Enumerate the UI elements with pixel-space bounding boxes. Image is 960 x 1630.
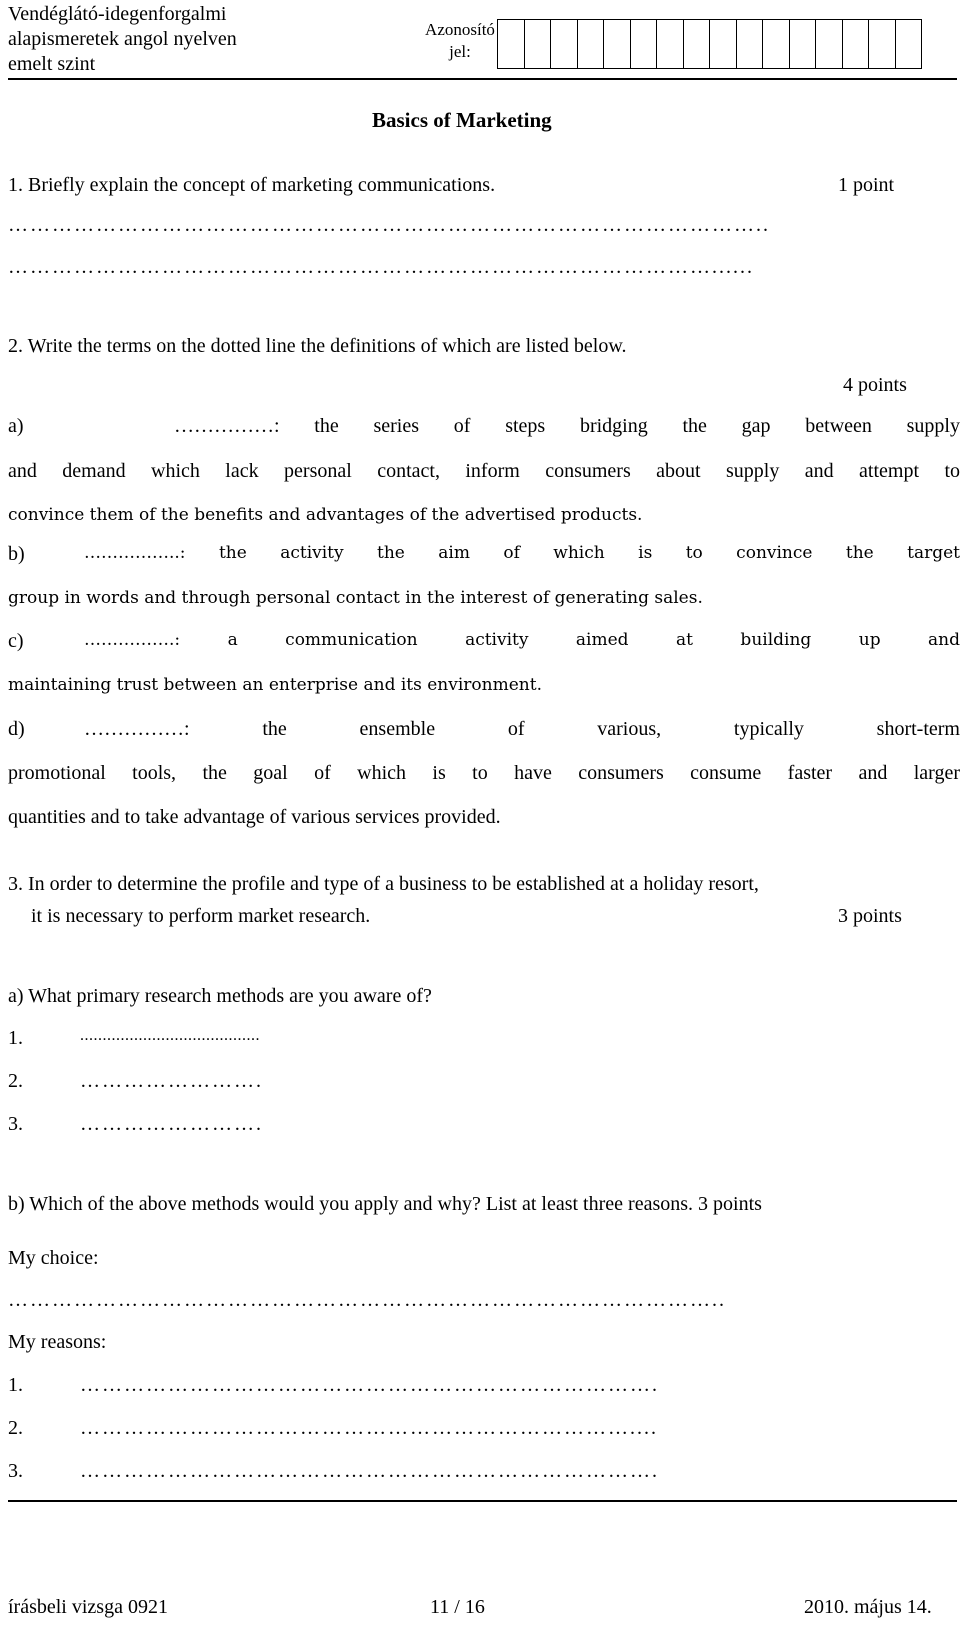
footer-date: 2010. május 14. <box>804 1596 932 1618</box>
q2-item-c-label: c) <box>8 630 24 652</box>
id-box-14[interactable] <box>842 19 870 69</box>
q2-text: 2. Write the terms on the dotted line the definitions of which are listed below. <box>8 335 627 357</box>
section-title: Basics of Marketing <box>372 108 552 132</box>
q2-item-b-label: b) <box>8 543 25 565</box>
subject-line-2: alapismeretek angol nyelven <box>8 28 237 50</box>
q1-text: 1. Briefly explain the concept of marketing communications. <box>8 174 496 196</box>
id-box-6[interactable] <box>630 19 658 69</box>
reason-3-num: 3. <box>8 1460 23 1482</box>
q2-item-d-line-2: promotional tools, the goal of which is to have consumers consume faster and larger <box>8 762 960 784</box>
subject-title <box>8 2 237 77</box>
id-box-15[interactable] <box>868 19 896 69</box>
id-box-1[interactable] <box>497 19 525 69</box>
q2-points: 4 points <box>843 374 907 396</box>
reason-1-num: 1. <box>8 1374 23 1396</box>
id-label-line-2: jel: <box>449 42 471 61</box>
header-rule <box>8 78 957 80</box>
id-box-7[interactable] <box>656 19 684 69</box>
id-box-10[interactable] <box>736 19 764 69</box>
footer-exam-code: írásbeli vizsga 0921 <box>8 1596 168 1618</box>
q2-item-d-line-1[interactable]: ……………: the ensemble of various, typically short-term <box>84 718 960 740</box>
id-box-3[interactable] <box>550 19 578 69</box>
q3a-answer-3-num: 3. <box>8 1113 23 1135</box>
id-box-4[interactable] <box>577 19 605 69</box>
id-box-11[interactable] <box>762 19 790 69</box>
q3a-answer-2-num: 2. <box>8 1070 23 1092</box>
id-label-line-1: Azonosító <box>425 20 495 39</box>
id-box-8[interactable] <box>683 19 711 69</box>
q3a-answer-1-num: 1. <box>8 1027 23 1049</box>
id-box-2[interactable] <box>524 19 552 69</box>
footer-page-number: 11 / 16 <box>430 1596 485 1618</box>
id-box-13[interactable] <box>815 19 843 69</box>
id-box-row <box>498 19 922 69</box>
q3a-question: a) What primary research methods are you aware of? <box>8 985 432 1007</box>
q2-item-d-label: d) <box>8 718 25 740</box>
q2-item-b-line-1[interactable]: ……………..: the activity the aim of which is to convince the target <box>84 543 960 563</box>
q2-item-c-line-1[interactable]: …………….: a communication activity aimed at building up and <box>84 630 960 650</box>
id-label <box>425 19 495 63</box>
q3-text-line-1: 3. In order to determine the profile and type of a business to be established at a holiday resort, <box>8 873 759 895</box>
q1-answer-line-2[interactable]: ……………………………………………………………………………………...... <box>8 256 754 278</box>
q2-item-d-line-3: quantities and to take advantage of various services provided. <box>8 806 501 828</box>
my-reasons-label: My reasons: <box>8 1331 107 1353</box>
q2-item-a-line-2: and demand which lack personal contact, inform consumers about supply and attempt to <box>8 460 960 482</box>
id-box-12[interactable] <box>789 19 817 69</box>
reason-1-line[interactable]: ……………………………………………………………………. <box>80 1374 659 1396</box>
q2-item-a-line-1[interactable]: ……………: the series of steps bridging the gap between supply <box>174 415 960 437</box>
footer-rule <box>8 1500 957 1502</box>
q2-item-a-line-3: convince them of the benefits and advantages of the advertised products. <box>8 505 643 525</box>
q2-item-b-line-2: group in words and through personal contact in the interest of generating sales. <box>8 588 703 608</box>
q2-item-c <box>8 630 960 720</box>
q1-points: 1 point <box>838 174 895 196</box>
q2-item-b <box>8 543 960 633</box>
q3a-answer-3-line[interactable]: ……………………. <box>80 1113 263 1135</box>
q3a-answer-2-line[interactable]: ……………………. <box>80 1070 263 1092</box>
my-choice-line[interactable]: …………………………………………………………………………………….. <box>8 1289 726 1311</box>
q3-points: 3 points <box>838 905 902 927</box>
subject-line-1: Vendéglátó-idegenforgalmi <box>8 3 227 25</box>
q3a-answer-1-line[interactable]: ........................................ <box>80 1027 260 1044</box>
reason-2-line[interactable]: ………………………………………………………………….... <box>80 1417 658 1439</box>
q2-item-d <box>8 718 960 850</box>
q2-item-a <box>8 415 960 550</box>
id-box-9[interactable] <box>709 19 737 69</box>
my-choice-label: My choice: <box>8 1247 99 1269</box>
reason-3-line[interactable]: ……………………………………………………………………. <box>80 1460 659 1482</box>
id-box-5[interactable] <box>603 19 631 69</box>
q3b-question: b) Which of the above methods would you apply and why? List at least three reasons. 3 points <box>8 1193 762 1215</box>
subject-line-3: emelt szint <box>8 53 96 75</box>
q2-item-a-label: a) <box>8 415 24 437</box>
q2-item-c-line-2: maintaining trust between an enterprise and its environment. <box>8 675 542 695</box>
q1-answer-line-1[interactable]: ………………………………………………………………………………………….. <box>8 214 770 236</box>
id-box-16[interactable] <box>895 19 923 69</box>
reason-2-num: 2. <box>8 1417 23 1439</box>
q3-text-line-2: it is necessary to perform market research. <box>31 905 371 927</box>
